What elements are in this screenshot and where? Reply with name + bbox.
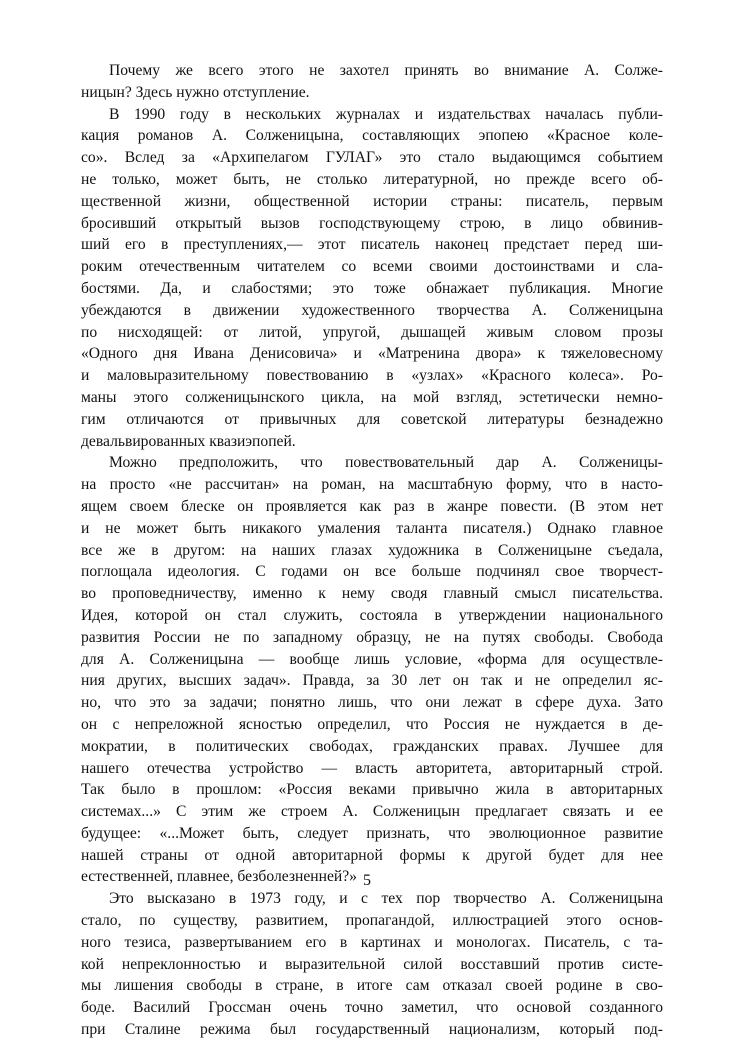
text-line: мократии, в политических свободах, гражданских правах. Лучшее для — [81, 737, 663, 755]
text-line: стало, по существу, развитием, пропагандой, иллюстрацией этого основ- — [81, 912, 663, 930]
text-line: ницын? Здесь нужно отступление. — [81, 83, 310, 101]
text-line: на просто «не рассчитан» на роман, на масштабную форму, что в насто- — [81, 476, 663, 494]
text-line: ший его в преступлениях,— этот писатель наконец предстает перед ши- — [81, 236, 663, 254]
text-line: нашей страны от одной авторитарной формы к другой будет для нее — [81, 846, 663, 864]
text-line: Можно предположить, что повествовательный дар А. Солженицы- — [109, 454, 663, 472]
page-body — [81, 60, 663, 1041]
text-line: развития России не по западному образцу, не на путях свободы. Свобода — [81, 628, 663, 646]
text-line: и не может быть никакого умаления таланта писателя.) Однако главное — [81, 519, 663, 537]
text-line: девальвированных квазиэпопей. — [81, 432, 296, 450]
text-line: Идея, которой он стал служить, состояла в утверждении национального — [81, 606, 663, 624]
text-line: при Сталине режима был государственный национализм, который под- — [81, 1021, 663, 1039]
text-line: будущее: «...Может быть, следует признать, что эволюционное развитие — [81, 824, 663, 842]
text-line: роким отечественным читателем со всеми своими достоинствами и сла- — [81, 258, 663, 276]
text-line: мы лишения свободы в стране, в итоге сам отказал своей родине в сво- — [81, 977, 663, 995]
paragraph-1 — [81, 60, 663, 104]
text-line: все же в другом: на наших глазах художника в Солженицыне съедала, — [81, 541, 663, 559]
text-line: бросивший открытый вызов господствующему строю, в лицо обвинив- — [81, 214, 663, 232]
text-line: щественной жизни, общественной истории страны: писатель, первым — [81, 192, 663, 210]
text-line: гим отличаются от привычных для советской литературы безнадежно — [81, 410, 663, 428]
paragraph-3 — [81, 452, 663, 888]
text-line: и маловыразительному повествованию в «узлах» «Красного колеса». Ро- — [81, 367, 663, 385]
text-line: во проповедничеству, именно к нему сводя главный смысл писательства. — [81, 585, 663, 603]
text-line: ния других, высших задач». Правда, за 30 лет он так и не определил яс- — [81, 672, 663, 690]
text-line: для А. Солженицына — вообще лишь условие, «форма для осуществле- — [81, 650, 663, 668]
text-line: системах...» С этим же строем А. Солженицын предлагает связать и ее — [81, 803, 663, 821]
text-line: боде. Василий Гроссман очень точно заметил, что основой созданного — [81, 999, 663, 1017]
text-line: по нисходящей: от литой, упругой, дышащей живым словом прозы — [81, 323, 663, 341]
text-line: убеждаются в движении художественного творчества А. Солженицына — [81, 301, 663, 319]
text-line: бостями. Да, и слабостями; это тоже обнажает публикация. Многие — [81, 279, 663, 297]
text-line: естественней, плавнее, безболезненней?» — [81, 868, 357, 886]
text-line: В 1990 году в нескольких журналах и издательствах началась публи- — [109, 105, 663, 123]
text-line: поглощала идеология. С годами он все больше подчинял свое творчест- — [81, 563, 663, 581]
text-line: он с непреложной ясностью определил, что Россия не нуждается в де- — [81, 715, 663, 733]
text-line: кой непреклонностью и выразительной силой восставший против систе- — [81, 955, 663, 973]
text-line: со». Вслед за «Архипелагом ГУЛАГ» это стало выдающимся событием — [81, 149, 663, 167]
text-line: Это высказано в 1973 году, и с тех пор творчество А. Солженицына — [109, 890, 663, 908]
text-line: но, что это за задачи; понятно лишь, что они лежат в сфере духа. Зато — [81, 694, 663, 712]
text-line: ного тезиса, развертыванием его в картинах и монологах. Писатель, с та- — [81, 933, 663, 951]
paragraph-2 — [81, 104, 663, 453]
text-line: кация романов А. Солженицына, составляющих эпопею «Красное коле- — [81, 127, 663, 145]
text-line: Так было в прошлом: «Россия веками привычно жила в авторитарных — [81, 781, 663, 799]
text-line: нашего отечества устройство — власть авторитета, авторитарный строй. — [81, 759, 663, 777]
text-line: Почему же всего этого не захотел принять во внимание А. Солже- — [109, 62, 663, 79]
text-line: ящем своем блеске он проявляется как раз в жанре повести. (В этом нет — [81, 497, 663, 515]
page-number: 5 — [363, 872, 371, 889]
text-line: «Одного дня Ивана Денисовича» и «Матренина двора» к тяжеловесному — [81, 345, 663, 363]
text-line: маны этого солженицынского цикла, на мой взгляд, эстетически немно- — [81, 388, 663, 406]
text-line: не только, может быть, не столько литературной, но прежде всего об- — [81, 170, 663, 188]
paragraph-4 — [81, 888, 663, 1041]
